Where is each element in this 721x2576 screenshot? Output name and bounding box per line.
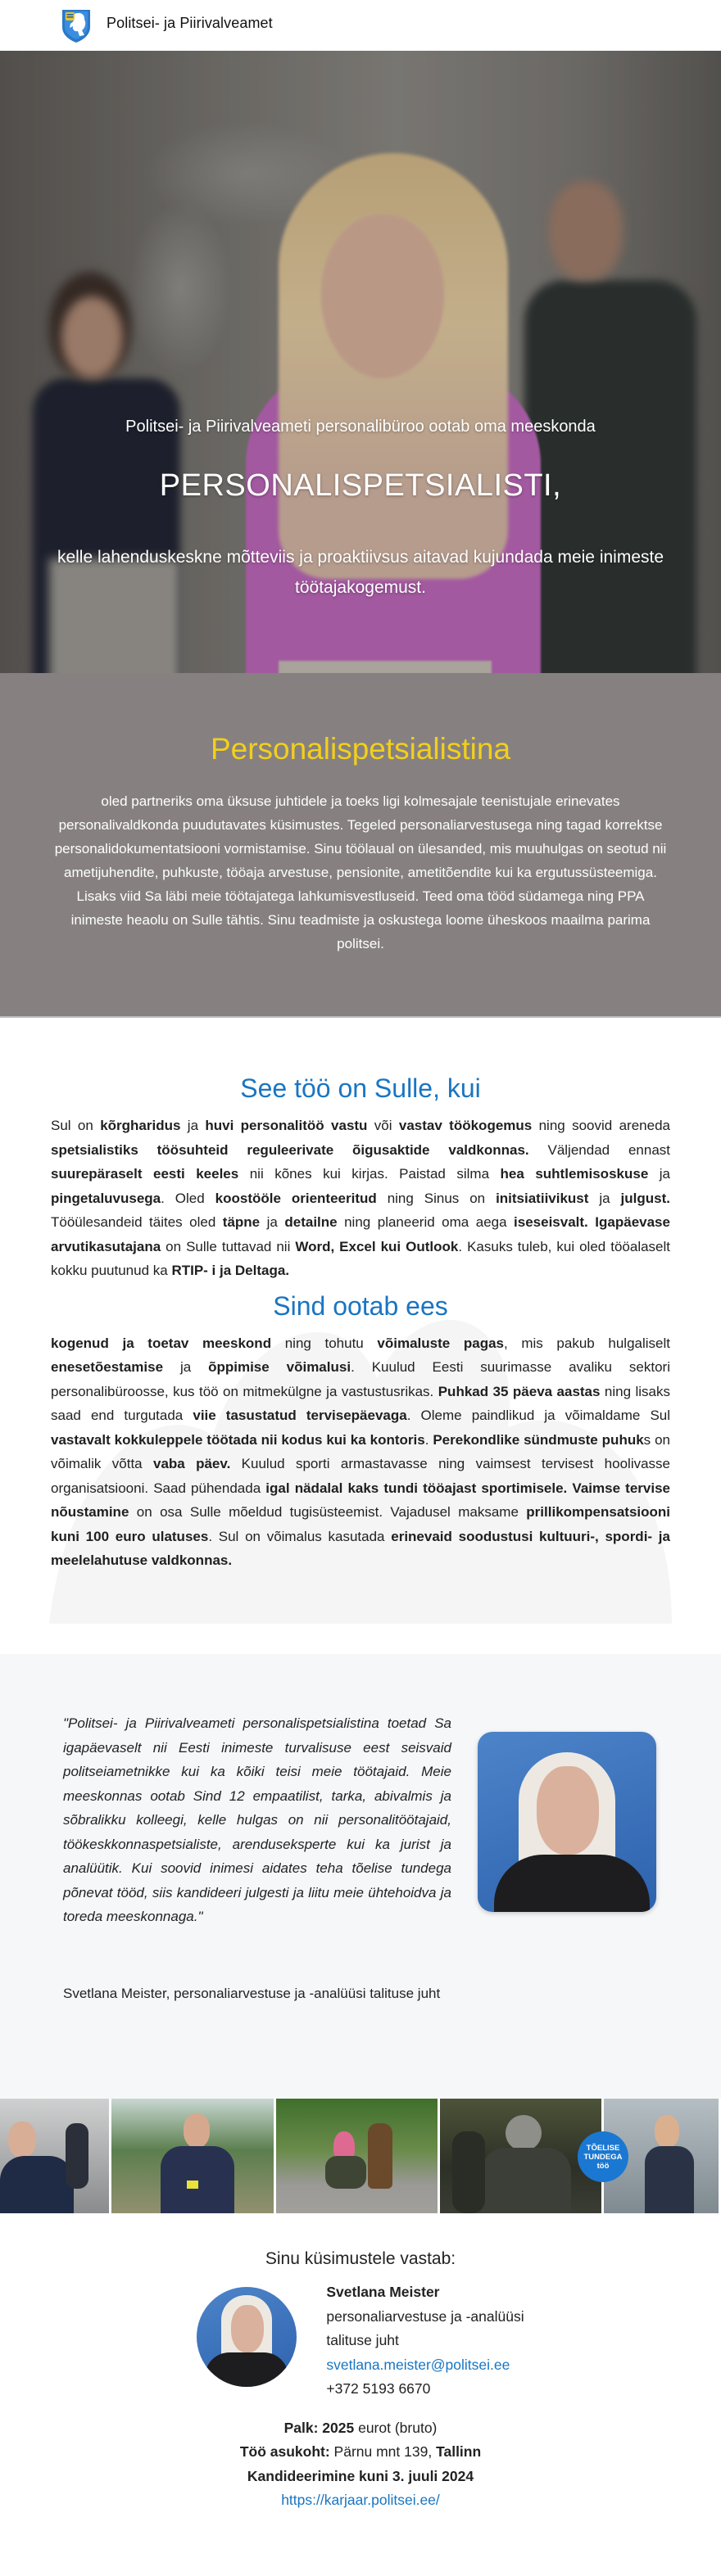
job-facts: [0, 2416, 721, 2513]
salary: [0, 2416, 721, 2441]
body-text: .: [424, 1431, 433, 1448]
photo-detail: [8, 2122, 36, 2158]
emphasis-text: viie tasustatud tervisepäevaga: [193, 1408, 407, 1423]
emphasis-text: iseseisvalt.: [514, 1214, 588, 1230]
testimonial-photo: [478, 1732, 656, 1912]
body-text: ja: [648, 1166, 671, 1182]
emphasis-text: prillikompensatsiooni kuni 100 euro ulatuses: [51, 1504, 670, 1544]
emphasis-text: julgust.: [620, 1190, 670, 1206]
body-text: ning Sinus on: [376, 1190, 497, 1206]
emphasis-text: spetsialistiks töösuhteid reguleerivate õigusaktide valdkonnas.: [51, 1141, 529, 1158]
body-text: ja: [260, 1214, 285, 1230]
photo-detail: [205, 2352, 288, 2387]
photo-detail: [184, 2113, 210, 2148]
contact-title: talituse juht: [326, 2332, 399, 2348]
deadline-text: Kandideerimine kuni 3. juuli 2024: [247, 2467, 474, 2484]
emphasis-text: erinevaid soodustusi kultuuri-, spordi- ja meelelahutuse valdkonnas.: [51, 1528, 670, 1568]
offer-text: [51, 1331, 670, 1573]
photo-detail: [325, 2156, 366, 2189]
location-city: Tallinn: [436, 2443, 482, 2460]
photo-detail: [187, 2181, 198, 2189]
body-text: . Oleme paindlikud ja võimaldame Sul: [406, 1408, 671, 1423]
salary-label: Palk:: [283, 2419, 319, 2436]
emphasis-text: Puhkad 35 päeva aastas: [438, 1383, 601, 1399]
body-text: Tööülesandeid täites oled: [51, 1214, 223, 1230]
badge-line: TUNDEGA: [583, 2153, 623, 2162]
requirements-text: [51, 1114, 670, 1283]
strip-photo-police-officer: [111, 2099, 274, 2213]
contact-avatar: [197, 2287, 297, 2387]
body-text: on Sulle tuttavad nii: [161, 1238, 296, 1254]
emphasis-text: Igapäevase arvutikasutajana: [51, 1214, 670, 1254]
contact-email-link[interactable]: svetlana.meister@politsei.ee: [326, 2356, 510, 2373]
body-text: ning soovid areneda: [532, 1118, 670, 1133]
contact-phone: +372 5193 6670: [326, 2380, 431, 2397]
strip-photo-official-portrait: [0, 2099, 109, 2213]
emphasis-text: võimaluste pagas: [377, 1335, 504, 1351]
details-section: [0, 1018, 721, 1654]
emphasis-text: igal nädalal kaks tundi tööajast sportimisele.: [265, 1480, 568, 1496]
contact-section: [0, 2213, 721, 2569]
hero-banner: [0, 51, 721, 673]
testimonial-signature: Svetlana Meister, personaliarvestuse ja -analüüsi talituse juht: [63, 1986, 441, 2001]
badge-line: töö: [596, 2162, 610, 2171]
emphasis-text: enesetõestamise: [51, 1359, 164, 1375]
requirements-heading: See töö on Sulle, kui: [240, 1073, 481, 1103]
photo-detail: [231, 2305, 264, 2352]
emphasis-text: vastav töökogemus: [398, 1118, 533, 1133]
salary-suffix: eurot (bruto): [354, 2419, 438, 2436]
photo-detail: [506, 2115, 542, 2151]
site-header: [0, 0, 721, 51]
contact-title: personaliarvestuse ja -analüüsi: [326, 2307, 524, 2325]
emphasis-text: hea suhtlemisoskuse: [500, 1166, 649, 1182]
emphasis-text: initsiatiivikust: [496, 1190, 589, 1206]
emphasis-text: vastavalt kokkuleppele töötada nii kodus kui ka kontoris: [51, 1431, 425, 1448]
contact-heading: Sinu küsimustele vastab:: [265, 2249, 456, 2268]
emphasis-text: pingetaluvusega: [51, 1190, 161, 1206]
emphasis-text: Word, Excel kui Outlook: [295, 1238, 459, 1254]
photo-detail: [0, 2156, 74, 2213]
photo-strip: [0, 2099, 721, 2213]
body-text: . Kuulud Eesti suurimasse avaliku sektori personalibüroosse, kus töö on mitmekülgne ja vastustusrikas.: [51, 1359, 670, 1399]
testimonial-quote: "Politsei- ja Piirivalveameti personalispetsialistina toetad Sa igapäevaselt nii Eesti inimeste turvalisuse eest seisvaid politseiametnikke kui ka kõiki teisi meie töötajaid. Meie meeskonnas ootab Sind 12 empaatilist, tarka, abivalmis ja sõbralikku kolleegi, kelle hulgas on nii personalitöötajaid, töökeskkonnaspetsialiste, arenduseksperte kui ka jurist ja analüütik. Kui soovid inimesi aidates teha tõelise tundega põnevat tööd, siis kandideeri julgesti ja liitu meie ühtehoidva ja toreda meeskonnaga.": [63, 1715, 451, 1924]
body-text: . Sul on võimalus kasutada: [208, 1528, 392, 1544]
emphasis-text: täpne: [222, 1214, 261, 1230]
body-text: Sul on: [51, 1118, 101, 1133]
org-name: Politsei- ja Piirivalveamet: [107, 15, 273, 31]
badge-line: TÕELISE: [586, 2144, 620, 2153]
contact-info: [326, 2280, 524, 2402]
emphasis-text: suurepäraselt eesti keeles: [51, 1166, 239, 1182]
hero-description: kelle lahenduskeskne mõtteviis ja proaktiivsus aitavad kujundada meie inimeste töötajakogemust.: [57, 548, 664, 597]
emphasis-text: õppimise võimalusi: [208, 1359, 351, 1375]
body-text: Väljendad ennast: [528, 1141, 670, 1158]
police-shield-lion-icon[interactable]: [60, 7, 93, 43]
emphasis-text: detailne: [284, 1214, 338, 1230]
photo-detail: [66, 2123, 88, 2189]
location-address: Pärnu mnt 139,: [329, 2443, 437, 2460]
body-text: ning tohutu: [271, 1335, 378, 1351]
emphasis-text: kogenud ja toetav meeskond: [51, 1335, 272, 1351]
strip-photo-dog-handler: [276, 2099, 438, 2213]
testimonial-section: [0, 1654, 721, 2100]
body-text: , mis pakub hulgaliselt: [504, 1335, 670, 1351]
body-text: s on võimalik võtta: [51, 1431, 670, 1471]
emphasis-text: Vaimse tervise nõustamine: [51, 1480, 670, 1520]
salary-value: 2025: [322, 2419, 355, 2436]
body-text: . Kasuks tuleb, kui oled tööalaselt kokku puutunud ka: [51, 1238, 671, 1278]
photo-detail: [161, 2146, 234, 2213]
emphasis-text: koostööle orienteeritud: [215, 1190, 377, 1206]
body-text: nii kõnes kui kirjas. Paistad silma: [238, 1166, 501, 1182]
offer-heading: Sind ootab ees: [273, 1290, 448, 1321]
location: [0, 2440, 721, 2465]
hero-title: PERSONALISPETSIALISTI,: [159, 468, 562, 503]
body-text: Kuulud sporti armastavasse ning vaimsest tervisest hoolivasse organisatsiooni. Saad pühendada: [51, 1456, 671, 1496]
photo-detail: [655, 2115, 679, 2148]
photo-detail: [494, 1855, 650, 1912]
photo-detail: [645, 2146, 694, 2213]
role-section: [0, 673, 721, 1018]
body-text: on osa Sulle mõeldud tugisüsteemist. Vajadusel maksame: [129, 1504, 527, 1520]
contact-name: Svetlana Meister: [326, 2284, 440, 2300]
deadline: [0, 2465, 721, 2489]
hero-subtitle: Politsei- ja Piirivalveameti personalibüroo ootab oma meeskonda: [125, 418, 596, 436]
photo-detail: [452, 2131, 485, 2213]
emphasis-text: RTIP- i ja Deltaga.: [171, 1263, 290, 1278]
toelise-tundega-badge: [578, 2131, 628, 2182]
emphasis-text: vaba päev.: [152, 1456, 231, 1471]
role-heading: Personalispetsialistina: [210, 732, 511, 766]
body-text: . Oled: [161, 1190, 215, 1206]
emphasis-text: huvi personalitöö vastu: [205, 1118, 368, 1133]
emphasis-text: Perekondlike sündmuste puhuk: [433, 1431, 644, 1448]
body-text: ja: [180, 1118, 206, 1133]
photo-detail: [537, 1766, 599, 1855]
body-text: või: [367, 1118, 399, 1133]
body-text: ja: [163, 1359, 209, 1375]
emphasis-text: kõrgharidus: [100, 1118, 181, 1133]
role-text: oled partneriks oma üksuse juhtidele ja toeks ligi kolmesajale teenistujale erinevates personalivaldkonda puudutavates küsimustes. Tegeled personaliarvestusega ning tagad korrektse personalidokumentatsiooni vormistamise. Sinu töölaual on ülesanded, mis muuhulgas on seotud nii ametijuhendite, puhkuste, tööaja arvestuse, pensionite, ametitõendite kui ka ergutussüsteemiga. Lisaks viid Sa läbi meie töötajatega lahkumisvestluseid. Teed oma tööd südamega ning PPA inimeste heaolu on Sulle tähtis. Sinu teadmiste ja oskustega loome üheskoos maailma parima politsei.: [54, 793, 667, 951]
career-link[interactable]: https://karjaar.politsei.ee/: [281, 2492, 440, 2508]
photo-detail: [481, 2148, 571, 2213]
photo-detail: [368, 2123, 392, 2189]
body-text: ning planeerid oma aega: [337, 1214, 515, 1230]
body-text: ja: [588, 1190, 621, 1206]
body-text: ning lisaks saad end turgutada: [51, 1383, 670, 1423]
location-label: Töö asukoht:: [239, 2443, 330, 2460]
